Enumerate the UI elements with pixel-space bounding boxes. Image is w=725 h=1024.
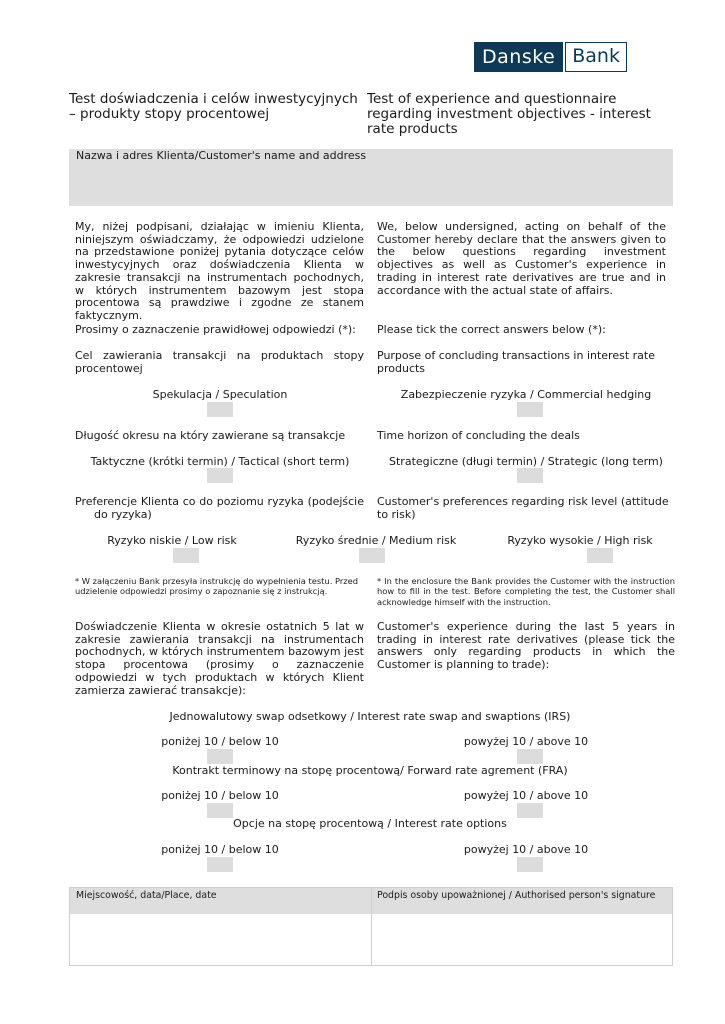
product-options-below-checkbox[interactable] xyxy=(207,857,233,872)
purpose-option-hedging-label: Zabezpieczenie ryzyka / Commercial hedging xyxy=(400,388,652,401)
risk-low-checkbox[interactable] xyxy=(173,548,199,563)
place-date-label: Miejscowość, data/Place, date xyxy=(76,890,217,901)
signature-field[interactable] xyxy=(372,914,672,965)
purpose-option-speculation-label: Spekulacja / Speculation xyxy=(152,388,288,401)
tick-instruction-en: Please tick the correct answers below (*): xyxy=(377,323,606,336)
title-pl-line1: Test doświadczenia i celów inwestycyjnych xyxy=(69,91,358,107)
horizon-option-tactical-label: Taktyczne (krótki termin) / Tactical (short term) xyxy=(90,455,350,468)
title-en-line3: rate products xyxy=(367,121,458,137)
product-irs-above-label: powyżej 10 / above 10 xyxy=(463,735,589,748)
risk-low-label: Ryzyko niskie / Low risk xyxy=(107,534,237,547)
declaration-pl: My, niżej podpisani, działając w imieniu Klienta, niniejszym oświadczamy, że odpowiedzi udzielone na przedstawione poniżej pytania dotyczące celów inwestycyjnych oraz doświadczenia Klienta w zakresie transakcji na instrumentach pochodnych, w których instrumentem bazowym jest stopa procentowa są prawdziwe i zgodne ze stanem faktycznym. xyxy=(75,220,364,322)
product-options-above-label: powyżej 10 / above 10 xyxy=(463,843,589,856)
title-en xyxy=(367,92,667,137)
horizon-strategic-checkbox[interactable] xyxy=(517,468,543,483)
risk-high-label: Ryzyko wysokie / High risk xyxy=(507,534,653,547)
authorised-signature-label: Podpis osoby upoważnionej / Authorised person's signature xyxy=(377,890,656,901)
purpose-speculation-checkbox[interactable] xyxy=(207,402,233,417)
danske-bank-logo xyxy=(474,42,627,72)
signature-table xyxy=(69,887,673,966)
product-irs-above-checkbox[interactable] xyxy=(517,749,543,764)
tick-instruction-pl: Prosimy o zaznaczenie prawidłowej odpowiedzi (*): xyxy=(75,323,356,336)
risk-medium-checkbox[interactable] xyxy=(359,548,385,563)
horizon-option-strategic-label: Strategiczne (długi termin) / Strategic (long term) xyxy=(389,455,663,468)
risk-medium-label: Ryzyko średnie / Medium risk xyxy=(295,534,457,547)
product-fra-above-checkbox[interactable] xyxy=(517,803,543,818)
title-en-line2: regarding investment objectives - interest xyxy=(367,106,651,122)
title-pl-line2: – produkty stopy procentowej xyxy=(69,106,270,122)
logo-bank: Bank xyxy=(565,42,627,72)
risk-question-pl: Preferencje Klienta co do poziomu ryzyka (podejście do ryzyka) xyxy=(75,495,364,521)
purpose-question-en: Purpose of concluding transactions in interest rate products xyxy=(377,349,655,375)
horizon-question-pl: Długość okresu na który zawierane są transakcje xyxy=(75,429,346,442)
title-en-line1: Test of experience and questionnaire xyxy=(367,91,617,107)
experience-question-en: Customer's experience during the last 5 years in trading in interest rate derivatives (please tick the answers only regarding products in which the Customer is planning to trade): xyxy=(377,620,675,672)
experience-question-pl: Doświadczenie Klienta w okresie ostatnich 5 lat w zakresie zawierania transakcji na instrumentach pochodnych, w których instrumentem bazowym jest stopa procentowa (prosimy o zaznaczenie odpowiedzi w tych produktach w których Klient zamierza zawierać transakcje): xyxy=(75,620,364,697)
horizon-tactical-checkbox[interactable] xyxy=(207,468,233,483)
title-pl xyxy=(69,92,359,122)
declaration-en: We, below undersigned, acting on behalf of the Customer hereby declare that the answers given to the below questions regarding investment objectives as well as Customer's experience in trading in interest rate derivatives are true and in accordance with the actual state of affairs. xyxy=(377,220,666,297)
product-irs-below-checkbox[interactable] xyxy=(207,749,233,764)
product-options-below-label: poniżej 10 / below 10 xyxy=(161,843,279,856)
product-fra-below-label: poniżej 10 / below 10 xyxy=(161,789,279,802)
risk-question-en: Customer's preferences regarding risk level (attitude to risk) xyxy=(377,495,669,521)
purpose-question-pl: Cel zawierania transakcji na produktach stopy procentowej xyxy=(75,349,364,375)
purpose-hedging-checkbox[interactable] xyxy=(517,402,543,417)
logo-danske: Danske xyxy=(474,42,563,72)
product-fra-below-checkbox[interactable] xyxy=(207,803,233,818)
instruction-note-en: * In the enclosure the Bank provides the Customer with the instruction how to fill in the test. Before completing the test, the Customer shall acknowledge himself with the instruction. xyxy=(377,576,675,607)
client-name-address-label: Nazwa i adres Klienta/Customer's name and address xyxy=(76,149,367,162)
product-fra-above-label: powyżej 10 / above 10 xyxy=(463,789,589,802)
risk-high-checkbox[interactable] xyxy=(587,548,613,563)
instruction-note-pl: * W załączeniu Bank przesyła instrukcję do wypełnienia testu. Przed udzielenie odpowiedzi prosimy o zapoznanie się z instrukcją. xyxy=(75,576,358,597)
client-name-address-field[interactable] xyxy=(69,149,673,206)
product-options-title: Opcje na stopę procentową / Interest rate options xyxy=(233,817,507,830)
product-irs-title: Jednowalutowy swap odsetkowy / Interest rate swap and swaptions (IRS) xyxy=(169,710,571,723)
place-date-field[interactable] xyxy=(70,914,371,965)
horizon-question-en: Time horizon of concluding the deals xyxy=(377,429,580,442)
product-fra-title: Kontrakt terminowy na stopę procentową/ Forward rate agrement (FRA) xyxy=(172,764,568,777)
product-irs-below-label: poniżej 10 / below 10 xyxy=(161,735,279,748)
product-options-above-checkbox[interactable] xyxy=(517,857,543,872)
